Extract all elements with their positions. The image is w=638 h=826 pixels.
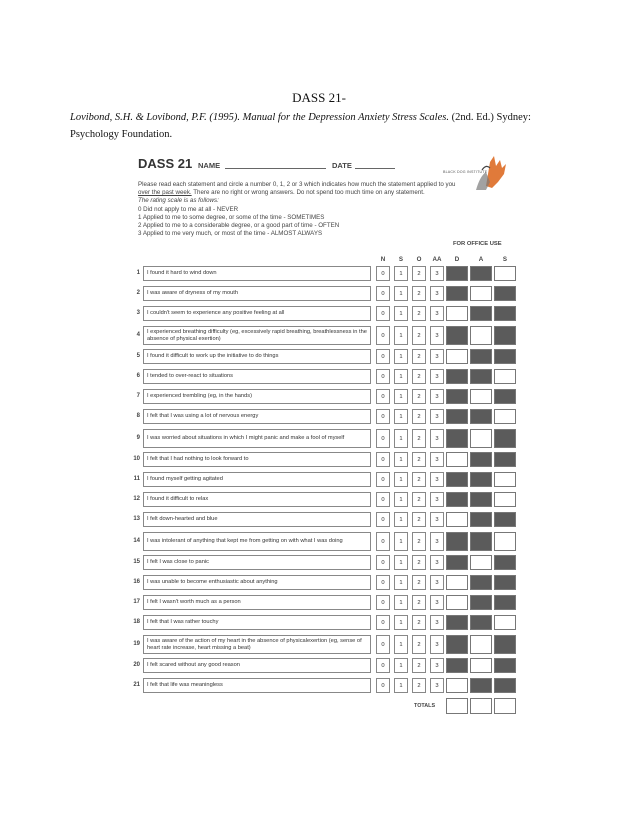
score-option-2[interactable]: 2 (412, 678, 426, 693)
office-cell-a[interactable] (470, 286, 492, 301)
score-option-2[interactable]: 2 (412, 266, 426, 281)
office-cell-a (470, 595, 492, 610)
score-option-1[interactable]: 1 (394, 326, 408, 345)
score-option-1[interactable]: 1 (394, 635, 408, 654)
office-cell-d (446, 635, 468, 654)
scale-option-3: 3 Applied to me very much, or most of the time - ALMOST ALWAYS (138, 230, 323, 238)
score-option-0[interactable]: 0 (376, 678, 390, 693)
item-row (128, 492, 528, 507)
item-statement: I experienced trembling (eg, in the hands) (143, 389, 371, 404)
score-option-3[interactable]: 3 (430, 326, 444, 345)
score-option-3[interactable]: 3 (430, 595, 444, 610)
score-option-0[interactable]: 0 (376, 472, 390, 487)
score-option-1[interactable]: 1 (394, 286, 408, 301)
doc-title: DASS 21- (292, 90, 346, 105)
score-option-0[interactable]: 0 (376, 326, 390, 345)
item-statement: I was aware of the action of my heart in the absence of physicalexertion (eg, sense of heart rate increase, heart missing a beat) (143, 635, 371, 654)
item-row (128, 326, 528, 345)
score-option-1[interactable]: 1 (394, 532, 408, 551)
score-option-0[interactable]: 0 (376, 575, 390, 590)
office-cell-a (470, 266, 492, 281)
score-option-2[interactable]: 2 (412, 326, 426, 345)
score-option-0[interactable]: 0 (376, 349, 390, 364)
office-cell-d (446, 492, 468, 507)
item-row (128, 452, 528, 467)
score-option-1[interactable]: 1 (394, 349, 408, 364)
score-option-3[interactable]: 3 (430, 575, 444, 590)
office-cell-s[interactable] (494, 532, 516, 551)
item-number: 17 (133, 599, 140, 605)
score-option-2[interactable]: 2 (412, 472, 426, 487)
header-aa: AA (432, 256, 442, 263)
office-cell-d (446, 326, 468, 345)
item-row (128, 266, 528, 281)
item-number: 4 (136, 332, 140, 338)
item-number: 5 (136, 353, 140, 359)
score-option-1[interactable]: 1 (394, 512, 408, 527)
item-statement: I felt that life was meaningless (143, 678, 371, 693)
item-statement: I was unable to become enthusiastic about anything (143, 575, 371, 590)
item-row (128, 306, 528, 321)
office-cell-s[interactable] (494, 492, 516, 507)
score-option-3[interactable]: 3 (430, 532, 444, 551)
score-option-1[interactable]: 1 (394, 369, 408, 384)
office-cell-a (470, 532, 492, 551)
office-cell-a (470, 472, 492, 487)
score-option-3[interactable]: 3 (430, 409, 444, 424)
office-cell-a (470, 369, 492, 384)
item-statement: I felt that I was rather touchy (143, 615, 371, 630)
item-number: 2 (136, 290, 140, 296)
office-cell-s (494, 306, 516, 321)
score-option-2[interactable]: 2 (412, 635, 426, 654)
office-cell-d[interactable] (446, 452, 468, 467)
score-option-3[interactable]: 3 (430, 492, 444, 507)
office-cell-s (494, 349, 516, 364)
instructions-line1: Please read each statement and circle a number 0, 1, 2 or 3 which indicates how much the statement applied to you (138, 181, 456, 188)
score-option-0[interactable]: 0 (376, 409, 390, 424)
score-option-3[interactable]: 3 (430, 452, 444, 467)
name-field[interactable] (225, 168, 326, 169)
score-option-3[interactable]: 3 (430, 349, 444, 364)
citation-work: Manual for the Depression Anxiety Stress Scales. (242, 112, 449, 123)
office-cell-s (494, 678, 516, 693)
total-cell-d[interactable] (446, 698, 468, 714)
office-cell-d (446, 369, 468, 384)
office-cell-d (446, 389, 468, 404)
office-cell-a[interactable] (470, 429, 492, 448)
item-statement: I felt down-hearted and blue (143, 512, 371, 527)
office-cell-d (446, 429, 468, 448)
score-option-0[interactable]: 0 (376, 286, 390, 301)
score-option-2[interactable]: 2 (412, 658, 426, 673)
office-cell-d[interactable] (446, 595, 468, 610)
office-cell-s (494, 389, 516, 404)
item-row (128, 429, 528, 448)
office-cell-s (494, 658, 516, 673)
logo-text: BLACK DOG INSTITUTE (443, 170, 488, 174)
item-number: 20 (133, 662, 140, 668)
score-option-0[interactable]: 0 (376, 369, 390, 384)
office-cell-d[interactable] (446, 512, 468, 527)
office-cell-d (446, 472, 468, 487)
item-statement: I found it difficult to relax (143, 492, 371, 507)
office-cell-a (470, 349, 492, 364)
score-option-1[interactable]: 1 (394, 429, 408, 448)
item-number: 19 (133, 641, 140, 647)
item-statement: I felt I was close to panic (143, 555, 371, 570)
item-number: 18 (133, 619, 140, 625)
score-option-2[interactable]: 2 (412, 555, 426, 570)
item-row (128, 635, 528, 654)
scale-option-2: 2 Applied to me to a considerable degree, or a good part of time - OFTEN (138, 222, 340, 230)
office-cell-d (446, 266, 468, 281)
office-cell-a[interactable] (470, 326, 492, 345)
item-number: 21 (133, 682, 140, 688)
office-cell-d[interactable] (446, 349, 468, 364)
item-row (128, 286, 528, 301)
header-a: A (478, 256, 484, 263)
item-statement: I found it hard to wind down (143, 266, 371, 281)
score-option-2[interactable]: 2 (412, 512, 426, 527)
office-cell-s (494, 326, 516, 345)
item-number: 7 (136, 393, 140, 399)
item-statement: I was intolerant of anything that kept me from getting on with what I was doing (143, 532, 371, 551)
score-option-2[interactable]: 2 (412, 452, 426, 467)
score-option-0[interactable]: 0 (376, 635, 390, 654)
office-cell-s (494, 595, 516, 610)
score-option-0[interactable]: 0 (376, 452, 390, 467)
date-label: DATE (332, 161, 352, 170)
office-cell-a (470, 409, 492, 424)
form-header (128, 152, 528, 182)
score-option-3[interactable]: 3 (430, 658, 444, 673)
item-row (128, 369, 528, 384)
office-cell-s (494, 286, 516, 301)
score-option-2[interactable]: 2 (412, 575, 426, 590)
item-row (128, 678, 528, 693)
item-row (128, 595, 528, 610)
item-number: 13 (133, 516, 140, 522)
score-option-1[interactable]: 1 (394, 492, 408, 507)
item-row (128, 575, 528, 590)
score-option-2[interactable]: 2 (412, 286, 426, 301)
score-option-2[interactable]: 2 (412, 306, 426, 321)
totals-label: TOTALS (414, 703, 436, 709)
header-o: O (416, 256, 422, 263)
header-n: N (380, 256, 386, 263)
item-number: 8 (136, 413, 140, 419)
score-option-1[interactable]: 1 (394, 658, 408, 673)
office-cell-s[interactable] (494, 472, 516, 487)
office-cell-a[interactable] (470, 635, 492, 654)
office-cell-a (470, 306, 492, 321)
item-number: 10 (133, 456, 140, 462)
score-option-1[interactable]: 1 (394, 472, 408, 487)
office-use-label: FOR OFFICE USE (453, 241, 502, 247)
item-row (128, 409, 528, 424)
score-option-2[interactable]: 2 (412, 389, 426, 404)
score-option-3[interactable]: 3 (430, 615, 444, 630)
score-option-3[interactable]: 3 (430, 429, 444, 448)
score-option-1[interactable]: 1 (394, 409, 408, 424)
scale-title: The rating scale is as follows: (138, 197, 219, 205)
score-option-2[interactable]: 2 (412, 349, 426, 364)
citation-rest1: (2nd. Ed.) Sydney: (451, 112, 531, 123)
office-cell-d (446, 555, 468, 570)
office-cell-a[interactable] (470, 389, 492, 404)
item-number: 14 (133, 538, 140, 544)
item-statement: I felt that I was using a lot of nervous energy (143, 409, 371, 424)
office-cell-a[interactable] (470, 555, 492, 570)
item-row (128, 512, 528, 527)
office-cell-s (494, 512, 516, 527)
item-number: 9 (136, 435, 140, 441)
office-cell-s (494, 452, 516, 467)
score-option-2[interactable]: 2 (412, 595, 426, 610)
office-cell-a[interactable] (470, 658, 492, 673)
score-option-2[interactable]: 2 (412, 369, 426, 384)
office-cell-s (494, 429, 516, 448)
form-title: DASS 21 (138, 156, 193, 171)
total-cell-s[interactable] (494, 698, 516, 714)
score-option-3[interactable]: 3 (430, 555, 444, 570)
item-number: 16 (133, 579, 140, 585)
score-option-2[interactable]: 2 (412, 615, 426, 630)
score-option-0[interactable]: 0 (376, 658, 390, 673)
score-option-1[interactable]: 1 (394, 266, 408, 281)
citation-authors: Lovibond, S.H. & Lovibond, P.F. (1995). (70, 112, 240, 123)
office-cell-d (446, 658, 468, 673)
item-statement: I found it difficult to work up the initiative to do things (143, 349, 371, 364)
item-number: 6 (136, 373, 140, 379)
office-cell-a (470, 678, 492, 693)
office-cell-d[interactable] (446, 306, 468, 321)
score-option-3[interactable]: 3 (430, 369, 444, 384)
score-option-1[interactable]: 1 (394, 452, 408, 467)
instructions-line2: over the past week. There are no right or wrong answers. Do not spend too much time on any statement. (138, 189, 425, 197)
score-option-0[interactable]: 0 (376, 512, 390, 527)
office-cell-a (470, 512, 492, 527)
header-d: D (454, 256, 460, 263)
score-option-0[interactable]: 0 (376, 492, 390, 507)
score-option-2[interactable]: 2 (412, 532, 426, 551)
item-statement: I experienced breathing difficulty (eg, excessively rapid breathing, breathlessness in the absence of physical exertion) (143, 326, 371, 345)
score-option-1[interactable]: 1 (394, 306, 408, 321)
office-cell-d (446, 532, 468, 551)
item-number: 15 (133, 559, 140, 565)
score-option-3[interactable]: 3 (430, 635, 444, 654)
score-option-3[interactable]: 3 (430, 472, 444, 487)
item-number: 11 (133, 476, 140, 482)
score-option-3[interactable]: 3 (430, 286, 444, 301)
score-option-1[interactable]: 1 (394, 555, 408, 570)
score-option-2[interactable]: 2 (412, 492, 426, 507)
date-field[interactable] (355, 168, 395, 169)
name-label: NAME (198, 161, 221, 170)
item-row (128, 555, 528, 570)
item-statement: I found myself getting agitated (143, 472, 371, 487)
score-option-0[interactable]: 0 (376, 615, 390, 630)
office-cell-s[interactable] (494, 409, 516, 424)
item-row (128, 472, 528, 487)
office-cell-s[interactable] (494, 369, 516, 384)
item-statement: I was worried about situations in which I might panic and make a fool of myself (143, 429, 371, 448)
score-option-2[interactable]: 2 (412, 409, 426, 424)
item-statement: I felt I wasn't worth much as a person (143, 595, 371, 610)
item-row (128, 389, 528, 404)
score-option-0[interactable]: 0 (376, 429, 390, 448)
instructions (138, 181, 468, 238)
score-option-1[interactable]: 1 (394, 595, 408, 610)
office-cell-d (446, 409, 468, 424)
score-option-0[interactable]: 0 (376, 595, 390, 610)
item-row (128, 658, 528, 673)
citation-rest2: Psychology Foundation. (70, 129, 173, 140)
item-statement: I couldn't seem to experience any positive feeling at all (143, 306, 371, 321)
score-option-3[interactable]: 3 (430, 512, 444, 527)
office-cell-s[interactable] (494, 615, 516, 630)
score-option-1[interactable]: 1 (394, 575, 408, 590)
item-row (128, 349, 528, 364)
item-statement: I felt that I had nothing to look forward to (143, 452, 371, 467)
score-option-0[interactable]: 0 (376, 532, 390, 551)
scale-option-0: 0 Did not apply to me at all - NEVER (138, 205, 239, 213)
office-cell-s (494, 635, 516, 654)
office-cell-a (470, 615, 492, 630)
scale-option-1: 1 Applied to me to some degree, or some of the time - SOMETIMES (138, 213, 325, 221)
header-stress: S (502, 256, 508, 263)
item-statement: I felt scared without any good reason (143, 658, 371, 673)
item-row (128, 532, 528, 551)
item-row (128, 615, 528, 630)
office-cell-d[interactable] (446, 678, 468, 693)
score-option-3[interactable]: 3 (430, 306, 444, 321)
score-option-1[interactable]: 1 (394, 389, 408, 404)
item-statement: I was aware of dryness of my mouth (143, 286, 371, 301)
score-option-3[interactable]: 3 (430, 266, 444, 281)
office-cell-s (494, 575, 516, 590)
score-option-0[interactable]: 0 (376, 555, 390, 570)
item-number: 3 (136, 310, 140, 316)
score-option-1[interactable]: 1 (394, 615, 408, 630)
office-cell-d (446, 286, 468, 301)
item-statement: I tended to over-react to situations (143, 369, 371, 384)
score-option-0[interactable]: 0 (376, 389, 390, 404)
score-option-3[interactable]: 3 (430, 678, 444, 693)
office-cell-s (494, 555, 516, 570)
office-cell-a (470, 452, 492, 467)
item-number: 12 (133, 496, 140, 502)
item-number: 1 (136, 270, 140, 276)
header-s: S (398, 256, 404, 263)
office-cell-d (446, 615, 468, 630)
score-option-2[interactable]: 2 (412, 429, 426, 448)
office-cell-a (470, 575, 492, 590)
office-cell-a (470, 492, 492, 507)
score-option-3[interactable]: 3 (430, 389, 444, 404)
score-option-0[interactable]: 0 (376, 306, 390, 321)
citation (70, 109, 630, 143)
total-cell-a[interactable] (470, 698, 492, 714)
score-option-0[interactable]: 0 (376, 266, 390, 281)
dass-form (128, 152, 528, 722)
score-option-1[interactable]: 1 (394, 678, 408, 693)
office-cell-s[interactable] (494, 266, 516, 281)
office-cell-d[interactable] (446, 575, 468, 590)
